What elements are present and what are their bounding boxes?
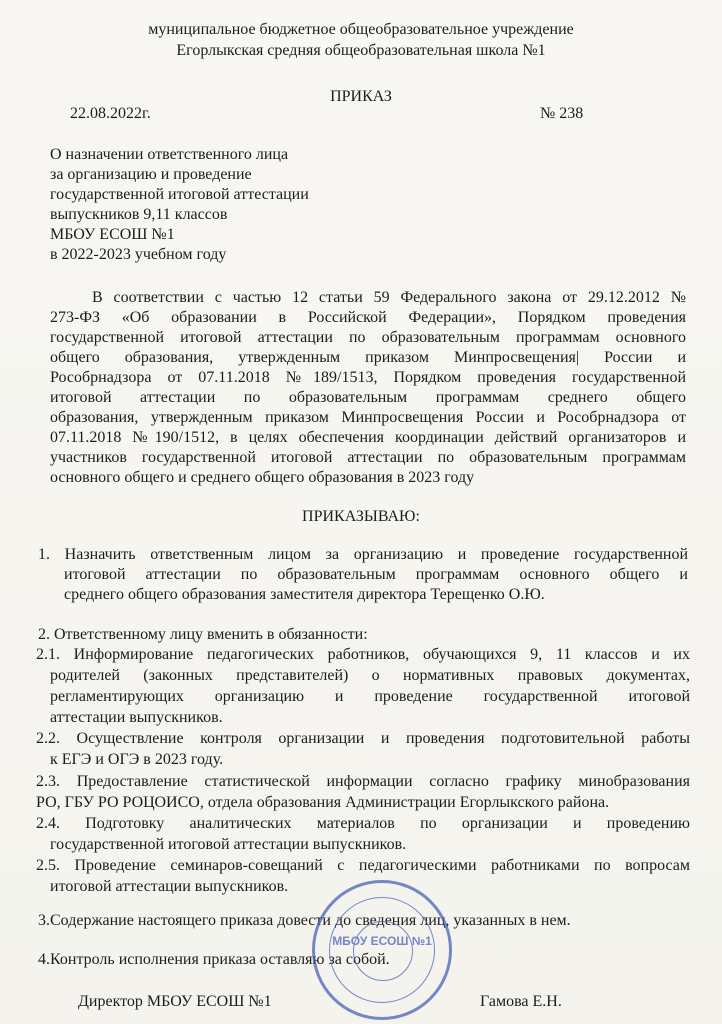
item-line: к ЕГЭ и ОГЭ в 2023 году.	[50, 751, 224, 768]
org-name-line-2: Егорлыкская средняя общеобразовательная школа №1	[176, 42, 546, 59]
preamble-line: В соответствии с частью 12 статьи 59 Федерального закона от 29.12.2012 №	[92, 289, 686, 306]
signature-position: Директор МБОУ ЕСОШ №1	[78, 993, 272, 1010]
item-line: среднего общего образования заместителя директора Терещенко О.Ю.	[64, 586, 545, 603]
item-line: 2.3. Предоставление статистической информации согласно графику минобразования	[36, 773, 690, 790]
subject-line: в 2022-2023 учебном году	[50, 246, 227, 263]
item-line: 2.5. Проведение семинаров-совещаний с педагогическими работниками по вопросам	[36, 857, 690, 874]
item-3: 3.Содержание настоящего приказа довести до сведения лиц, указанных в нем.	[38, 912, 571, 929]
item-line: итоговой аттестации по образовательным программам основного общего и	[64, 566, 688, 583]
preamble-line: основного общего и среднего общего образования в 2023 году	[50, 469, 475, 486]
document-title: ПРИКАЗ	[330, 88, 392, 105]
preamble-line: 07.11.2018 №190/1512, в целях обеспечения координации действий организаторов и	[50, 429, 686, 446]
signature-name: Гамова Е.Н.	[480, 993, 562, 1010]
official-stamp	[312, 880, 452, 1020]
preamble-line: образования, утвержденным приказом Минпросвещения России и Рособрнадзора от	[50, 409, 686, 426]
preamble-line: 273-ФЗ «Об образовании в Российской Федерации», Порядком проведения	[50, 309, 686, 326]
item-2-title: 2. Ответственному лицу вменить в обязанности:	[38, 626, 368, 643]
item-line: итоговой аттестации выпускников.	[50, 878, 289, 895]
stamp-inner-ring	[353, 921, 413, 981]
preamble-line: участников государственной итоговой аттестации по образовательным программам	[50, 449, 686, 466]
item-4: 4.Контроль исполнения приказа оставляю за собой.	[38, 951, 390, 968]
item-line: государственной итоговой аттестации выпускников.	[50, 836, 407, 853]
item-line: родителей (законных представителей) о нормативных правовых документах,	[50, 667, 690, 684]
order-number: № 238	[540, 105, 584, 122]
order-word: ПРИКАЗЫВАЮ:	[302, 508, 420, 525]
preamble-line: государственной итоговой аттестации по образовательным программам основного	[50, 329, 686, 346]
item-line: 1. Назначить ответственным лицом за организацию и проведение государственной	[38, 546, 688, 563]
item-line: 2.2. Осуществление контроля организации и проведения подготовительной работы	[36, 730, 690, 747]
item-line: 2.1. Информирование педагогических работников, обучающихся 9, 11 классов и их	[36, 646, 690, 663]
item-line: регламентирующих организацию и проведение государственной итоговой	[50, 688, 690, 705]
subject-line: МБОУ ЕСОШ №1	[50, 226, 175, 243]
subject-line: выпускников 9,11 классов	[50, 206, 228, 223]
item-line: аттестации выпускников.	[50, 709, 223, 726]
subject-line: за организацию и проведение	[50, 166, 252, 183]
preamble-line: Рособрнадзора от 07.11.2018 №189/1513, Порядком проведения государственной	[50, 369, 686, 386]
preamble-line: общего образования, утвержденным приказом Минпросвещения| России и	[50, 349, 686, 366]
item-line: 2.4. Подготовку аналитических материалов по организации и проведению	[36, 815, 690, 832]
subject-line: государственной итоговой аттестации	[50, 186, 309, 203]
org-name-line-1: муниципальное бюджетное общеобразовательное учреждение	[148, 21, 574, 38]
item-line: РО, ГБУ РО РОЦОИСО, отдела образования Администрации Егорлыкского района.	[36, 794, 610, 811]
preamble-line: итоговой аттестации по образовательным программам среднего общего	[50, 389, 686, 406]
subject-line: О назначении ответственного лица	[50, 146, 289, 163]
order-date: 22.08.2022г.	[70, 105, 151, 122]
stamp-center-text: МБОУ ЕСОШ №1	[332, 934, 432, 948]
